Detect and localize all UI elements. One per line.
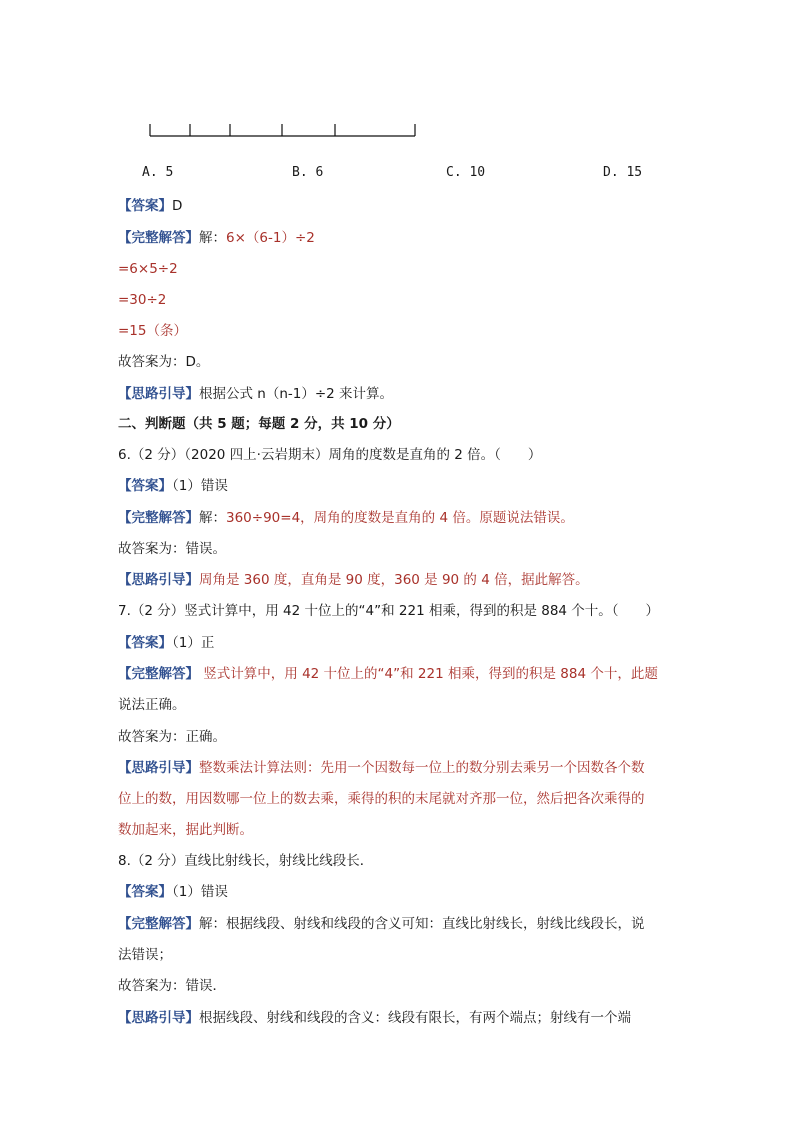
answer-tag: 【答案】: [118, 884, 172, 900]
option-d: D. 15: [603, 165, 643, 180]
q7-solution-line: [118, 664, 658, 684]
q7-solution-line1: 竖式计算中，用 42 十位上的“4”和 221 相乘，得到的积是 884 个十，此题: [199, 666, 658, 682]
hint-tag: 【思路引导】: [118, 572, 199, 588]
q5-step2: =30÷2: [118, 292, 167, 308]
q5-solution-prefix: 解：: [199, 230, 226, 246]
q8-solution-line: [118, 914, 645, 934]
answer-tag: 【答案】: [118, 198, 172, 214]
q8-question: 8.（2 分）直线比射线长，射线比线段长．: [118, 853, 374, 869]
q8-conclusion: 故答案为：错误．: [118, 978, 226, 994]
solution-tag: 【完整解答】: [118, 666, 199, 682]
q8-hint: 根据线段、射线和线段的含义：线段有限长，有两个端点；射线有一个端: [199, 1010, 631, 1026]
solution-tag: 【完整解答】: [118, 916, 199, 932]
q5-answer-line: [118, 196, 182, 216]
q7-hint-line1: 整数乘法计算法则：先用一个因数每一位上的数分别去乘另一个因数各个数: [199, 760, 645, 776]
solution-tag: 【完整解答】: [118, 510, 199, 526]
answer-tag: 【答案】: [118, 478, 172, 494]
q7-hint-line2: 位上的数，用因数哪一位上的数去乘，乘得的积的末尾就对齐那一位，然后把各次乘得的: [118, 791, 645, 807]
q8-solution-line1: 根据线段、射线和线段的含义可知：直线比射线长，射线比线段长，说: [226, 916, 645, 932]
q7-answer: （1）正: [172, 635, 215, 651]
q5-conclusion: 故答案为：D。: [118, 354, 210, 370]
q7-question: 7.（2 分）竖式计算中，用 42 十位上的“4”和 221 相乘，得到的积是 884 个十。（ ）: [118, 603, 660, 619]
q6-solution-prefix: 解：: [199, 510, 226, 526]
q6-question: 6.（2 分）（2020 四上·云岩期末）周角的度数是直角的 2 倍。（ ）: [118, 447, 542, 463]
solution-tag: 【完整解答】: [118, 230, 199, 246]
section2-heading: 二、判断题（共 5 题；每题 2 分，共 10 分）: [118, 416, 400, 432]
q5-step3: =15（条）: [118, 323, 187, 339]
option-b: B. 6: [292, 165, 324, 180]
option-c: C. 10: [446, 165, 486, 180]
q8-solution-prefix: 解：: [199, 916, 226, 932]
q5-hint-line: [118, 384, 393, 404]
hint-tag: 【思路引导】: [118, 1010, 199, 1026]
q6-solution: 360÷90=4，周角的度数是直角的 4 倍。原题说法错误。: [226, 510, 574, 526]
q5-solution-expr: 6×（6-1）÷2: [226, 230, 315, 246]
q6-hint-line: [118, 570, 589, 590]
q8-answer: （1）错误: [172, 884, 228, 900]
q8-solution-line2: 法错误；: [118, 947, 172, 963]
option-a: A. 5: [142, 165, 174, 180]
q5-solution-line: [118, 228, 315, 248]
q7-hint-line3: 数加起来，据此判断。: [118, 822, 253, 838]
q7-answer-line: [118, 633, 214, 653]
line-segment-figure: [0, 0, 794, 160]
q7-solution-line2: 说法正确。: [118, 697, 186, 713]
q8-answer-line: [118, 882, 228, 902]
q5-hint: 根据公式 n（n-1）÷2 来计算。: [199, 386, 394, 402]
q6-hint: 周角是 360 度，直角是 90 度，360 是 90 的 4 倍，据此解答。: [199, 572, 589, 588]
hint-tag: 【思路引导】: [118, 760, 199, 776]
q6-answer-line: [118, 476, 228, 496]
q7-conclusion: 故答案为：正确。: [118, 729, 226, 745]
q5-step1: =6×5÷2: [118, 261, 178, 277]
hint-tag: 【思路引导】: [118, 386, 199, 402]
q6-solution-line: [118, 508, 574, 528]
q6-conclusion: 故答案为：错误。: [118, 541, 226, 557]
q8-hint-line: [118, 1008, 631, 1028]
q5-answer: D: [172, 198, 183, 214]
q6-answer: （1）错误: [172, 478, 228, 494]
q7-hint-line: [118, 758, 645, 778]
answer-tag: 【答案】: [118, 635, 172, 651]
